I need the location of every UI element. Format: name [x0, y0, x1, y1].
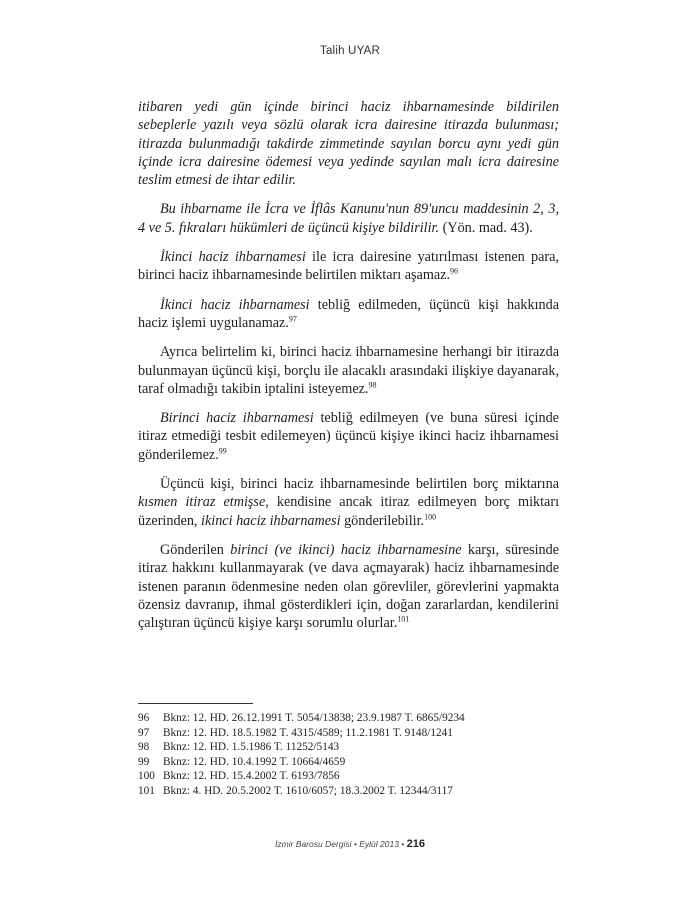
- footnote-ref-97: 97: [288, 314, 297, 324]
- paragraph-1: Bu ihbarname ile İcra ve İflâs Kanunu'nun 89'uncu maddesinin 2, 3, 4 ve 5. fıkraları hükümleri de üçüncü kişiye bildirilir. (Yön. mad. 43).: [138, 201, 559, 236]
- footnote-97: 97 Bknz: 12. HD. 18.5.1982 T. 4315/4589; 11.2.1981 T. 9148/1241: [138, 726, 453, 739]
- paragraph-0: itibaren yedi gün içinde birinci haciz ihbarnamesinde bildirilen sebeplerle yazılı veya sözlü olarak icra dairesine itirazda bulunması; itirazda bulunmadığı takdirde zimmetinde sayılan borcu aynı yedi gün içinde icra dairesine ödemesi veya yedinde sayılan malı icra dairesine teslim etmesi de ihtar edilir.: [138, 99, 559, 189]
- paragraph-3: İkinci haciz ihbarnamesi tebliğ edilmeden, üçüncü kişi hakkında haciz işlemi uygulanamaz.$^{97}$: [138, 296, 560, 331]
- footnote-96: 96 Bknz: 12. HD. 26.12.1991 T. 5054/13838; 23.9.1987 T. 6865/9234: [138, 712, 465, 724]
- page-footer: [0, 838, 700, 850]
- journal-name: İzmir Barosu Dergisi • Eylül 2013 •: [275, 839, 407, 849]
- footnote-ref-101: 101: [397, 614, 410, 624]
- running-header: [0, 45, 700, 57]
- paragraph-7: Gönderilen birinci (ve ikinci) haciz ihbarnamesine karşı, süresinde itiraz hakkını kullanmayarak (ve dava açmayarak) haciz ihbarnamesinde istenen paranın ödenmesine neden olan görevliler, görevlerini yapmakta özensiz davranıp, ihmal gösterdikleri için, doğan zararlardan, kendilerini çalıştıran üçüncü kişiye karşı sorumlu olurlar.$^{101}$: [138, 541, 560, 632]
- page-number: 216: [406, 838, 425, 850]
- footnote-ref-96: 96: [450, 266, 459, 276]
- header-author: Talih UYAR: [320, 45, 380, 57]
- footnote-99: 99 Bknz: 12. HD. 10.4.1992 T. 10664/4659: [138, 755, 346, 768]
- paragraph-2: İkinci haciz ihbarnamesi ile icra dairesine yatırılması istenen para, birinci haciz ihbarnamesinde belirtilen miktarı aşamaz.$^{96}$: [138, 249, 559, 284]
- footnote-100: 100 Bknz: 12. HD. 15.4.2002 T. 6193/7856: [138, 770, 340, 783]
- footnote-divider: [138, 703, 253, 704]
- footnote-ref-99: 99: [218, 446, 227, 456]
- paragraph-4: Ayrıca belirtelim ki, birinci haciz ihbarnamesine herhangi bir itirazda bulunmayan üçüncü kişi, borçlu ile alacaklı arasındaki ilişkiye dayanarak, taraf olmadığı takibin iptalini isteyemez.$^{98}$: [138, 344, 559, 397]
- paragraph-5: Birinci haciz ihbarnamesi tebliğ edilmeyen (ve buna süresi içinde itiraz etmediği tesbit edilemeyen) üçüncü kişiye ikinci haciz ihbarnamesi gönderilemez.$^{99}$: [138, 410, 559, 463]
- footnote-ref-100: 100: [424, 511, 437, 521]
- footnote-98: 98 Bknz: 12. HD. 1.5.1986 T. 11252/5143: [138, 741, 340, 754]
- paragraph-6: Üçüncü kişi, birinci haciz ihbarnamesinde belirtilen borç miktarına kısmen itiraz etmişse, kendisine ancak itiraz edilmeyen borç miktarı üzerinden, ikinci haciz ihbarnamesi gönderilebilir.$^{100}$: [138, 476, 560, 529]
- body-text: [138, 98, 559, 643]
- footnotes: [138, 711, 559, 799]
- footnote-101: 101 Bknz: 4. HD. 20.5.2002 T. 1610/6057; 18.3.2002 T. 12344/3117: [138, 784, 453, 797]
- footnote-ref-98: 98: [368, 380, 377, 390]
